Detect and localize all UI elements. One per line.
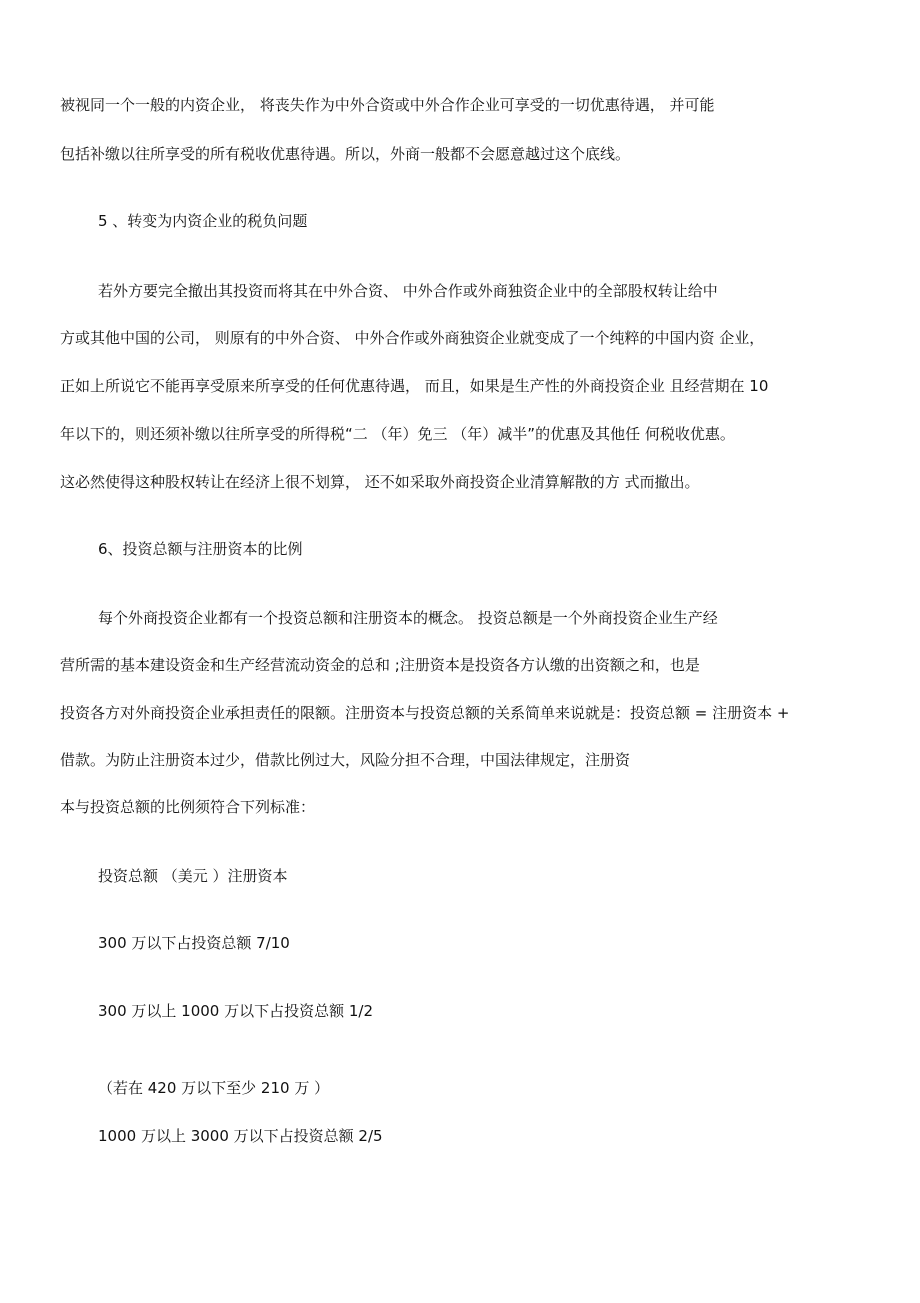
paragraph-line: 投资各方对外商投资企业承担责任的限额。注册资本与投资总额的关系简单来说就是：投资总额 = 注册资本 + [60,704,790,722]
table-row: 1000 万以上 3000 万以下占投资总额 2/5 [98,1127,383,1145]
table-header: 投资总额 （美元 ）注册资本 [98,867,288,885]
paragraph-line: 年以下的，则还须补缴以往所享受的所得税“二 （年）免三 （年）减半”的优惠及其他任 何税收优惠。 [60,425,735,443]
paragraph-line: 正如上所说它不能再享受原来所享受的任何优惠待遇， 而且，如果是生产性的外商投资企业 且经营期在 10 [60,377,769,395]
paragraph-line: 每个外商投资企业都有一个投资总额和注册资本的概念。 投资总额是一个外商投资企业生产经 [98,609,718,627]
paragraph-line: 本与投资总额的比例须符合下列标准： [60,798,316,816]
paragraph-line: 营所需的基本建设资金和生产经营流动资金的总和 ;注册资本是投资各方认缴的出资额之和，也是 [60,656,700,674]
table-row: 300 万以下占投资总额 7/10 [98,934,290,952]
paragraph-line: 包括补缴以往所享受的所有税收优惠待遇。所以，外商一般都不会愿意越过这个底线。 [60,145,631,163]
section-heading-6: 6、投资总额与注册资本的比例 [98,540,303,558]
paragraph-line: 方或其他中国的公司， 则原有的中外合资、 中外合作或外商独资企业就变成了一个纯粹的中国内资 企业， [60,329,765,347]
paragraph-line: 若外方要完全撤出其投资而将其在中外合资、 中外合作或外商独资企业中的全部股权转让给中 [98,282,718,300]
section-heading-5: 5 、转变为内资企业的税负问题 [98,212,308,230]
table-row: 300 万以上 1000 万以下占投资总额 1/2 [98,1002,374,1020]
paragraph-line: 借款。为防止注册资本过少，借款比例过大，风险分担不合理，中国法律规定，注册资 [60,751,631,769]
table-row: （若在 420 万以下至少 210 万 ） [98,1079,330,1097]
paragraph-line: 这必然使得这种股权转让在经济上很不划算， 还不如采取外商投资企业清算解散的方 式而撤出。 [60,473,700,491]
paragraph-line: 被视同一个一般的内资企业， 将丧失作为中外合资或中外合作企业可享受的一切优惠待遇， 并可能 [60,96,715,114]
